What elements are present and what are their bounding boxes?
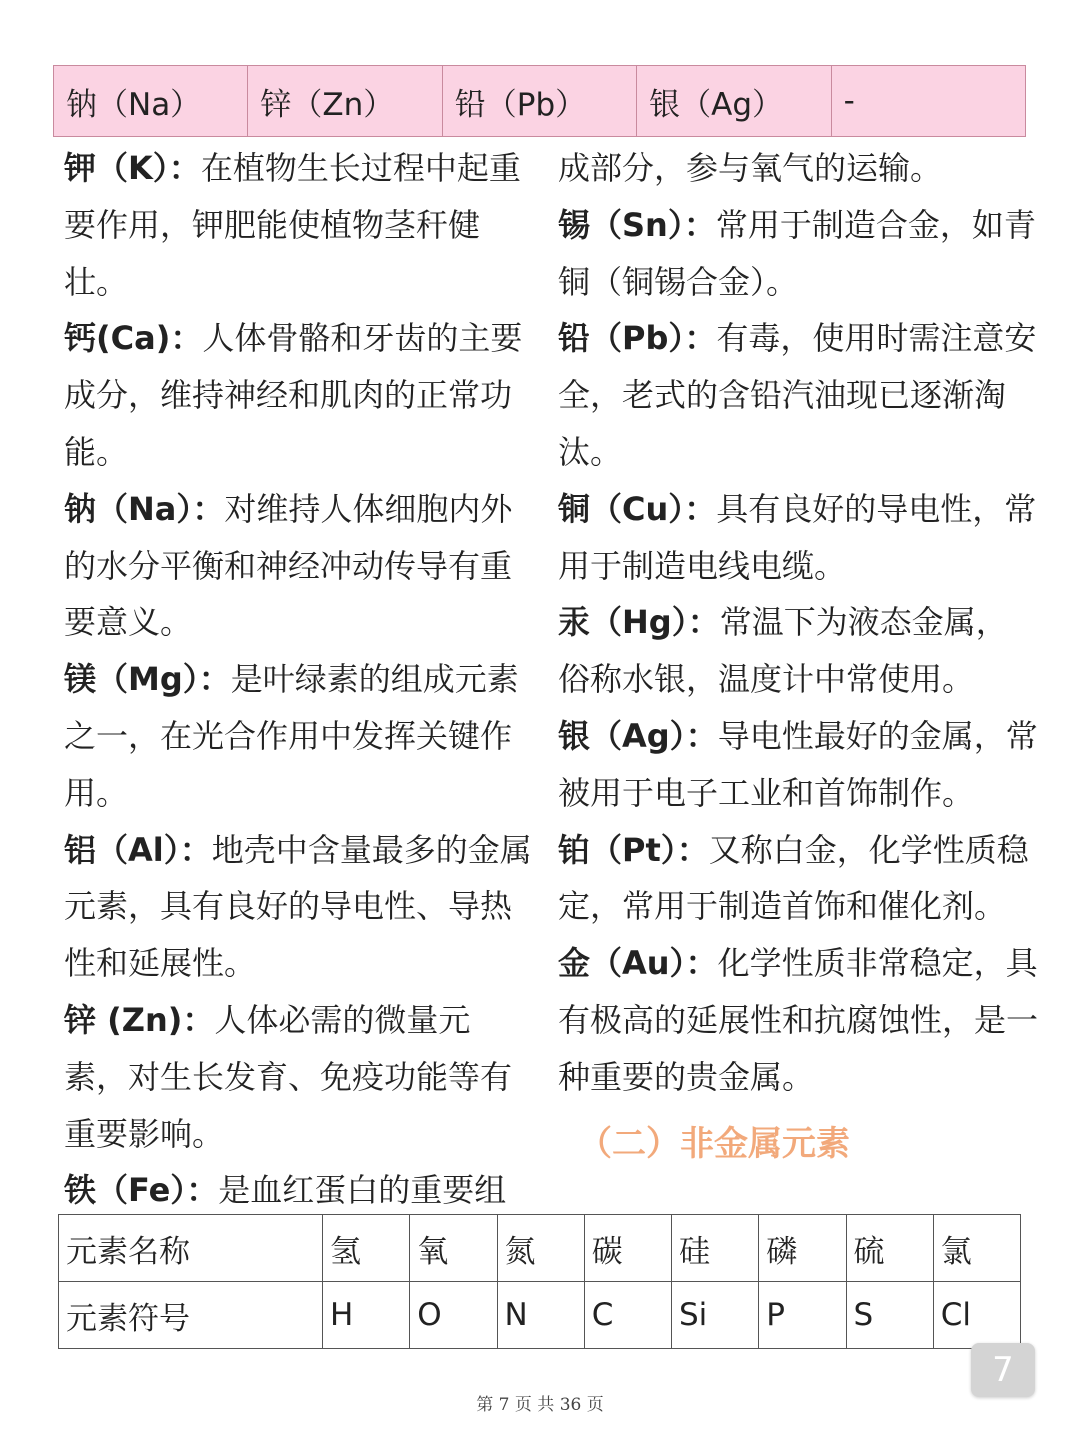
list-item bbox=[64, 310, 534, 480]
element-desc: 是血红蛋白的重要组 bbox=[218, 1171, 507, 1210]
element-desc: 有毒，使用时需注意安全，老式的含铅汽油现已逐渐淘汰。 bbox=[558, 319, 1037, 471]
list-item bbox=[558, 594, 1038, 708]
element-term: 镁（Mg）： bbox=[64, 660, 231, 699]
element-desc: 常用于制造合金，如青铜（铜锡合金）。 bbox=[558, 205, 1036, 301]
table-cell: 钠（Na） bbox=[54, 66, 248, 137]
left-column bbox=[64, 140, 534, 1219]
list-item bbox=[558, 708, 1038, 822]
element-desc: 是叶绿素的组成元素之一，在光合作用中发挥关键作用。 bbox=[64, 660, 519, 812]
table-cell: O bbox=[410, 1282, 497, 1349]
table-cell: 碳 bbox=[584, 1215, 671, 1282]
table-cell: 元素符号 bbox=[59, 1282, 323, 1349]
table-cell: 磷 bbox=[759, 1215, 846, 1282]
table-cell: Cl bbox=[933, 1282, 1020, 1349]
table-cell: 元素名称 bbox=[59, 1215, 323, 1282]
element-term: 银（Ag）： bbox=[558, 716, 718, 755]
list-item bbox=[64, 1162, 534, 1219]
table-cell: 氧 bbox=[410, 1215, 497, 1282]
list-item bbox=[558, 481, 1038, 595]
element-desc: 导电性最好的金属，常被用于电子工业和首饰制作。 bbox=[558, 716, 1038, 812]
element-term: 铝（Al）： bbox=[64, 830, 212, 869]
table-cell: 氯 bbox=[933, 1215, 1020, 1282]
element-desc: 化学性质非常稳定，具有极高的延展性和抗腐蚀性，是一种重要的贵金属。 bbox=[558, 944, 1039, 1096]
element-term: 铅（Pb）： bbox=[558, 319, 717, 358]
section-title: （二）非金属元素 bbox=[578, 1123, 850, 1164]
element-desc: 具有良好的导电性，常用于制造电线电缆。 bbox=[558, 489, 1037, 585]
continuation-text: 成部分，参与氧气的运输。 bbox=[558, 149, 943, 187]
right-column bbox=[558, 140, 1038, 1174]
table-cell: N bbox=[497, 1282, 584, 1349]
list-item bbox=[64, 822, 534, 992]
list-item bbox=[64, 140, 534, 310]
list-item bbox=[64, 481, 534, 651]
element-desc: 在植物生长过程中起重要作用，钾肥能使植物茎秆健壮。 bbox=[64, 149, 521, 301]
element-desc: 常温下为液态金属，俗称水银，温度计中常使用。 bbox=[558, 603, 1008, 699]
table-cell: C bbox=[584, 1282, 671, 1349]
element-desc: 对维持人体细胞内外的水分平衡和神经冲动传导有重要意义。 bbox=[64, 489, 513, 642]
table-cell: 氮 bbox=[497, 1215, 584, 1282]
element-desc: 地壳中含量最多的金属元素，具有良好的导电性、导热性和延展性。 bbox=[64, 830, 532, 983]
element-term: 汞（Hg）： bbox=[558, 603, 720, 642]
list-item bbox=[64, 651, 534, 821]
list-item bbox=[558, 935, 1038, 1105]
table-cell: Si bbox=[672, 1282, 759, 1349]
table-cell: P bbox=[759, 1282, 846, 1349]
element-term: 铂（Pt）： bbox=[558, 830, 709, 869]
table-row bbox=[54, 66, 1026, 137]
table-cell: - bbox=[831, 66, 1025, 137]
list-item bbox=[558, 197, 1038, 311]
table-cell: 硅 bbox=[672, 1215, 759, 1282]
element-term: 铜（Cu）： bbox=[558, 489, 717, 528]
element-term: 钙(Ca)： bbox=[64, 319, 203, 358]
element-term: 锌 (Zn)： bbox=[64, 1000, 215, 1039]
element-term: 铁（Fe）： bbox=[64, 1171, 219, 1210]
table-row bbox=[59, 1282, 1021, 1349]
table-cell: H bbox=[323, 1282, 410, 1349]
table-row bbox=[59, 1215, 1021, 1282]
list-item bbox=[558, 822, 1038, 936]
table-cell: 铅（Pb） bbox=[442, 66, 636, 137]
element-term: 锡（Sn）： bbox=[558, 205, 716, 244]
page-number-badge: 7 bbox=[971, 1343, 1035, 1397]
element-term: 金（Au）： bbox=[558, 944, 718, 983]
list-item bbox=[558, 310, 1038, 480]
table-cell: S bbox=[846, 1282, 933, 1349]
table-cell: 氢 bbox=[323, 1215, 410, 1282]
table-cell: 银（Ag） bbox=[637, 66, 831, 137]
metal-header-table bbox=[53, 65, 1026, 137]
element-term: 钾（K）： bbox=[64, 149, 201, 187]
element-desc: 人体骨骼和牙齿的主要成分，维持神经和肌肉的正常功能。 bbox=[64, 319, 523, 471]
table-cell: 锌（Zn） bbox=[248, 66, 442, 137]
page-footer: 第 7 页 共 36 页 bbox=[476, 1395, 604, 1415]
element-desc: 人体必需的微量元素，对生长发育、免疫功能等有重要影响。 bbox=[64, 1000, 513, 1153]
table-cell: 硫 bbox=[846, 1215, 933, 1282]
element-term: 钠（Na）： bbox=[64, 489, 225, 528]
nonmetal-table bbox=[58, 1214, 1021, 1349]
element-desc: 又称白金，化学性质稳定，常用于制造首饰和催化剂。 bbox=[558, 830, 1029, 926]
list-item bbox=[64, 992, 534, 1162]
